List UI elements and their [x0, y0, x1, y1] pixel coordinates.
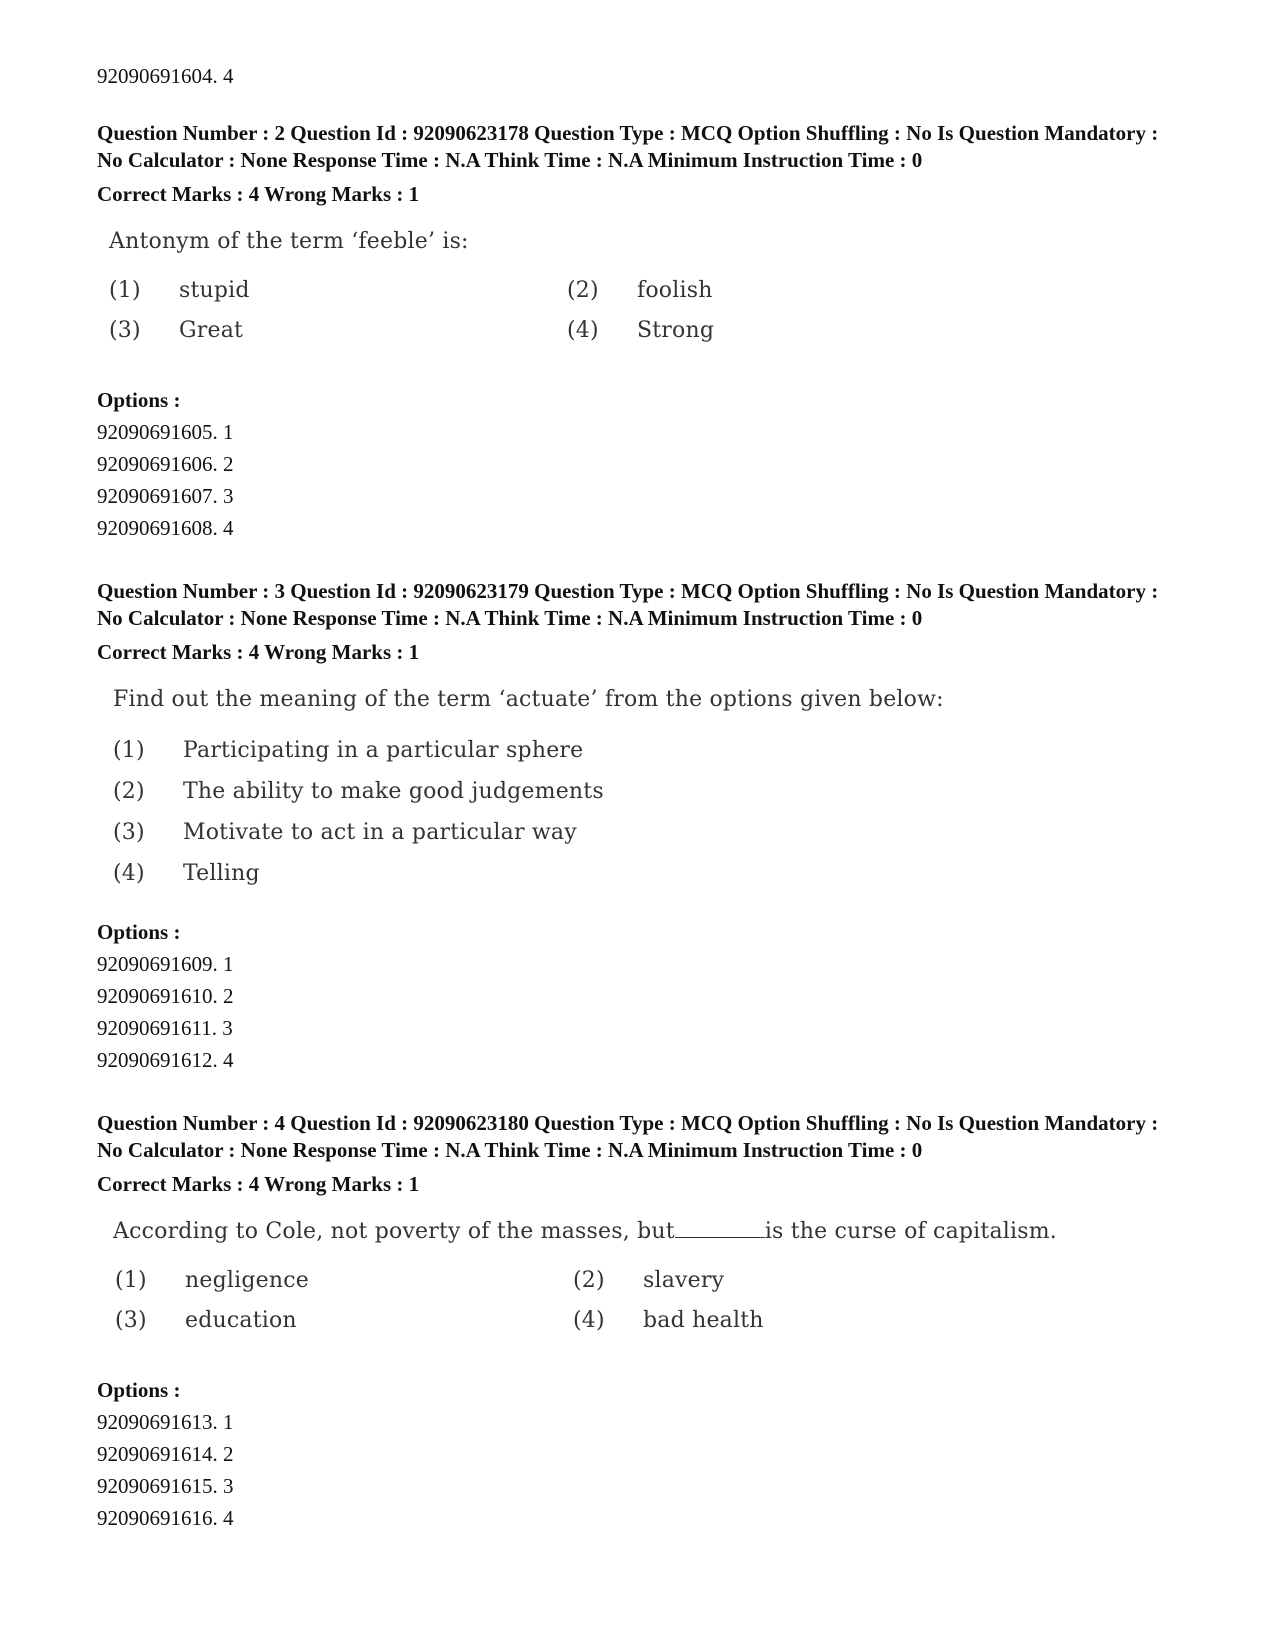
question-text: Antonym of the term ‘feeble’ is: — [109, 229, 469, 254]
choice-1 — [113, 730, 1177, 771]
choice-label: foolish — [637, 277, 713, 303]
choice-label: Motivate to act in a particular way — [183, 820, 577, 845]
option-id: 92090691610. 2 — [97, 984, 234, 1008]
choice-number: (1) — [113, 738, 145, 763]
choice-number: (3) — [115, 1307, 147, 1333]
choice-4 — [573, 1304, 873, 1336]
choice-label: negligence — [185, 1267, 309, 1293]
choice-1 — [109, 274, 567, 306]
choice-label: slavery — [643, 1267, 725, 1293]
question-marks: Correct Marks : 4 Wrong Marks : 1 — [97, 1172, 420, 1196]
option-id: 92090691615. 3 — [97, 1474, 234, 1498]
option-id: 92090691616. 4 — [97, 1506, 234, 1530]
options-heading: Options : — [97, 388, 181, 412]
choice-label: Great — [179, 317, 244, 343]
choice-number: (3) — [113, 820, 145, 845]
choice-label: Participating in a particular sphere — [183, 738, 584, 763]
question-text: Find out the meaning of the term ‘actuate’ from the options given below: — [113, 687, 944, 712]
option-id: 92090691614. 2 — [97, 1442, 234, 1466]
choice-4 — [113, 853, 1177, 894]
question-meta: Question Number : 3 Question Id : 92090623179 Question Type : MCQ Option Shuffling : No Is Question Mandatory : No Calculator : None Response Time : N.A Think Time : N.A Minimum Instruction Time : 0 — [97, 579, 1159, 630]
question-text-start: According to Cole, not poverty of the masses, but — [113, 1219, 675, 1244]
choice-number: (2) — [113, 779, 145, 804]
choice-3 — [115, 1304, 573, 1336]
options-heading: Options : — [97, 920, 181, 944]
question-meta: Question Number : 4 Question Id : 92090623180 Question Type : MCQ Option Shuffling : No Is Question Mandatory : No Calculator : None Response Time : N.A Think Time : N.A Minimum Instruction Time : 0 — [97, 1111, 1159, 1162]
question-block-3 — [97, 578, 1177, 1076]
choice-label: Telling — [183, 861, 260, 886]
option-id: 92090691606. 2 — [97, 452, 234, 476]
document-page — [97, 60, 1177, 1534]
choice-label: Strong — [637, 317, 715, 343]
option-id: 92090691607. 3 — [97, 484, 234, 508]
option-id: 92090691609. 1 — [97, 952, 234, 976]
question-block-4 — [97, 1110, 1177, 1534]
option-id: 92090691612. 4 — [97, 1048, 234, 1072]
option-id: 92090691613. 1 — [97, 1410, 234, 1434]
choice-number: (3) — [109, 317, 141, 343]
question-text — [113, 1216, 1177, 1248]
choice-number: (2) — [573, 1267, 605, 1293]
answer-choices — [115, 1264, 1177, 1336]
option-id: 92090691611. 3 — [97, 1016, 233, 1040]
option-id: 92090691605. 1 — [97, 420, 234, 444]
previous-option-id: 92090691604. 4 — [97, 64, 234, 88]
choice-2 — [567, 274, 867, 306]
choice-3 — [109, 314, 567, 346]
answer-choices — [109, 274, 1177, 346]
choice-number: (1) — [109, 277, 141, 303]
choice-label: education — [185, 1307, 297, 1333]
choice-number: (4) — [573, 1307, 605, 1333]
fill-in-blank — [675, 1217, 765, 1238]
choice-3 — [113, 812, 1177, 853]
choice-2 — [113, 771, 1177, 812]
choice-1 — [115, 1264, 573, 1296]
choice-number: (2) — [567, 277, 599, 303]
options-heading: Options : — [97, 1378, 181, 1402]
question-meta: Question Number : 2 Question Id : 92090623178 Question Type : MCQ Option Shuffling : No Is Question Mandatory : No Calculator : None Response Time : N.A Think Time : N.A Minimum Instruction Time : 0 — [97, 121, 1159, 172]
choice-label: bad health — [643, 1307, 764, 1333]
question-block-2 — [97, 120, 1177, 544]
choice-4 — [567, 314, 867, 346]
choice-number: (1) — [115, 1267, 147, 1293]
choice-label: stupid — [179, 277, 250, 303]
question-text-end: is the curse of capitalism. — [764, 1219, 1057, 1244]
question-marks: Correct Marks : 4 Wrong Marks : 1 — [97, 640, 420, 664]
answer-choices — [113, 730, 1177, 894]
choice-label: The ability to make good judgements — [183, 779, 604, 804]
choice-number: (4) — [567, 317, 599, 343]
option-id: 92090691608. 4 — [97, 516, 234, 540]
choice-number: (4) — [113, 861, 145, 886]
question-marks: Correct Marks : 4 Wrong Marks : 1 — [97, 182, 420, 206]
choice-2 — [573, 1264, 873, 1296]
